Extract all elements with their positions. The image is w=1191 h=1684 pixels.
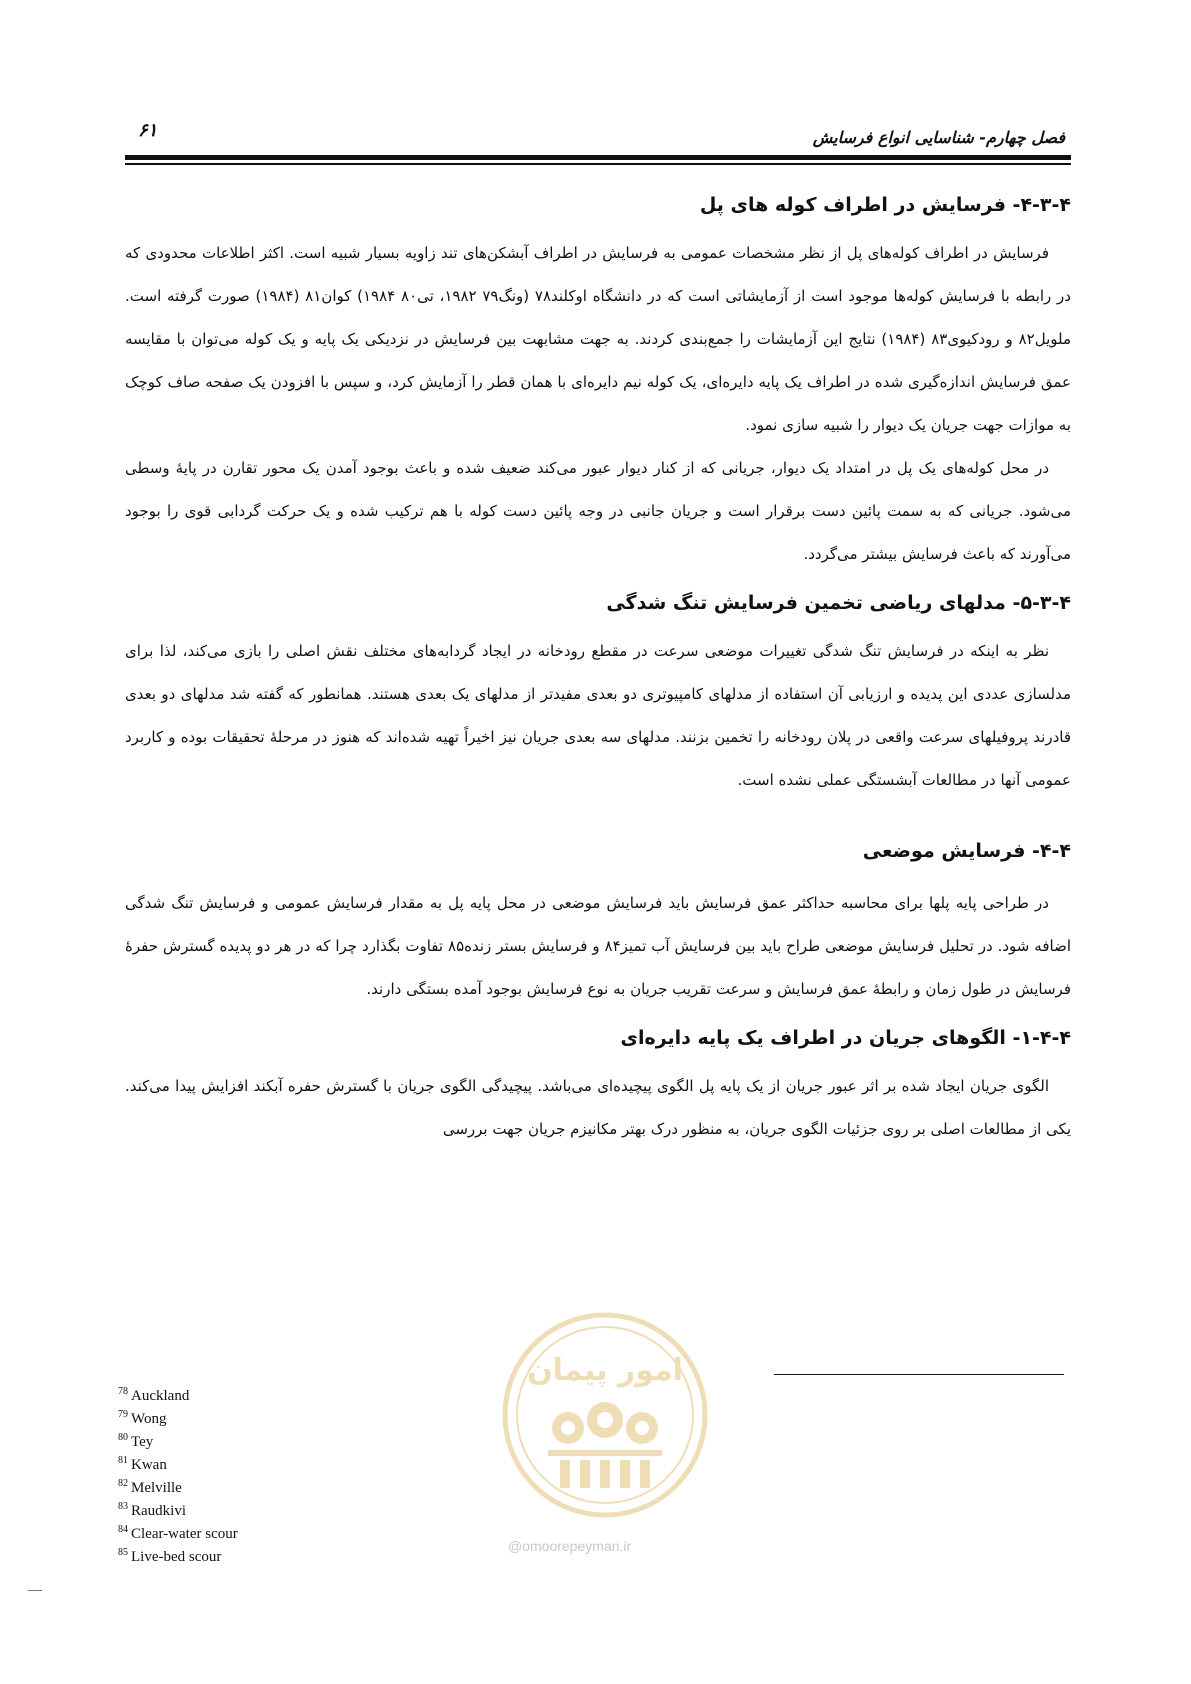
footnote-text: Wong [131,1411,167,1427]
footnote-number: 81 [118,1455,128,1466]
footnote-item [118,1546,238,1569]
running-title: فصل چهارم- شناسایی انواع فرسایش [812,128,1065,147]
footnote-number: 82 [118,1478,128,1489]
paragraph: در طراحی پایه پلها برای محاسبه حداکثر عمق فرسایش باید فرسایش موضعی در محل پایه پل به مقدار فرسایش عمومی و فرسایش تنگ شدگی اضافه شود. در تحلیل فرسایش موضعی طراح باید بین فرسایش آب تمیز۸۴ و فرسایش بستر زنده۸۵ تفاوت بگذارد چرا که در هر دو پدیده گسترش حفرهٔ فرسایش در طول زمان و رابطهٔ عمق فرسایش و سرعت تقریب جریان به نوع فرسایش بوجود آمده بستگی دارند. [125,894,1071,998]
footnote-item [118,1408,238,1431]
paragraph: الگوی جریان ایجاد شده بر اثر عبور جریان از یک پایه پل الگوی پیچیده‌ای می‌باشد. پیچیدگی الگوی جریان با گسترش حفره آبکند افزایش پیدا می‌کند. یکی از مطالعات اصلی بر روی جزئیات الگوی جریان، به منظور درک بهتر مکانیزم جریان جهت بررسی [125,1077,1071,1138]
footnote-divider [774,1374,1064,1375]
body-text [125,190,1071,1151]
footnote-number: 83 [118,1501,128,1512]
footnote-number: 85 [118,1547,128,1558]
watermark-logo-text: امور پیمان [527,1353,683,1388]
footnote-text: Auckland [131,1388,190,1404]
footnote-text: Tey [131,1434,154,1450]
footnote-text: Kwan [131,1457,167,1473]
section-heading-contraction-models: ۵-۳-۴- مدلهای ریاضی تخمین فرسایش تنگ شدگی [606,592,1071,614]
footnote-number: 80 [118,1432,128,1443]
footnote-item [118,1385,238,1408]
footnote-text: Melville [131,1480,182,1496]
footnote-item [118,1454,238,1477]
paragraph: نظر به اینکه در فرسایش تنگ شدگی تغییرات موضعی سرعت در مقطع رودخانه در ایجاد گردابه‌های مختلف نقش اصلی را بازی می‌کند، لذا برای مدلسازی عددی این پدیده و ارزیابی آن استفاده از مدلهای کامپیوتری دو بعدی مفیدتر از مدلهای یک بعدی هستند. همانطور که گفته شد مدلهای دو بعدی قادرند پروفیلهای سرعت واقعی در پلان رودخانه را تخمین بزنند. مدلهای سه بعدی جریان نیز اخیراً تهیه شده‌اند که هنوز در مرحلهٔ تحقیقات بوده و کاربرد عمومی آنها در مطالعات آبشستگی عملی نشده است. [125,642,1071,789]
footnote-text: Raudkivi [131,1503,186,1519]
footnotes [118,1385,238,1569]
footnote-number: 79 [118,1409,128,1420]
footnote-number: 84 [118,1524,128,1535]
page-number: ۶۱ [138,120,158,141]
footnote-item [118,1477,238,1500]
footnote-text: Clear-water scour [131,1526,238,1542]
header-rule-thin [125,163,1071,165]
footnote-text: Live-bed scour [131,1549,222,1565]
section-heading-abutment-scour: ۴-۳-۴- فرسایش در اطراف کوله های پل [699,194,1071,216]
footnote-item [118,1500,238,1523]
watermark-logo [490,1300,720,1530]
watermark-url: @omoorepeyman.ir [508,1538,632,1554]
corner-mark [28,1590,42,1591]
section-heading-flow-patterns: ۱-۴-۴- الگوهای جریان در اطراف یک پایه دایره‌ای [620,1027,1071,1049]
paragraph: فرسایش در اطراف کوله‌های پل از نظر مشخصات عمومی به فرسایش در اطراف آبشکن‌های تند زاویه بسیار شبیه است. اکثر اطلاعات محدودی که در رابطه با فرسایش کوله‌ها موجود است از آزمایشاتی است که در دانشگاه اوکلند۷۸ (ونگ۷۹ ۱۹۸۲، تی۸۰ ۱۹۸۴) کوان۸۱ (۱۹۸۴) صورت گرفته است. ملویل۸۲ و رودکیوی۸۳ (۱۹۸۴) نتایج این آزمایشات را جمع‌بندی کردند. به جهت مشابهت بین فرسایش در نزدیکی یک پایه و یک کوله می‌توان با مقایسه عمق فرسایش اندازه‌گیری شده در اطراف یک پایه دایره‌ای، یک کوله نیم دایره‌ای با همان قطر را آزمایش کرد، و سپس با افزودن یک صفحه صاف کوچک به موازات جهت جریان یک دیوار را شبیه سازی نمود. [125,244,1071,434]
footnote-number: 78 [118,1386,128,1397]
header-rule-thick [125,155,1071,160]
paragraph: در محل کوله‌های یک پل در امتداد یک دیوار، جریانی که از کنار دیوار عبور می‌کند ضعیف شده و باعث بوجود آمدن یک محور تقارن در پایهٔ وسطی می‌شود. جریانی که به سمت پائین دست برقرار است و جریان جانبی در وجه پائین دست کوله با هم ترکیب شده و یک حرکت گردابی قوی را بوجود می‌آورند که باعث فرسایش بیشتر می‌گردد. [125,459,1071,563]
footnote-item [118,1523,238,1546]
footnote-item [118,1431,238,1454]
section-heading-local-scour: ۴-۴- فرسایش موضعی [862,840,1071,862]
